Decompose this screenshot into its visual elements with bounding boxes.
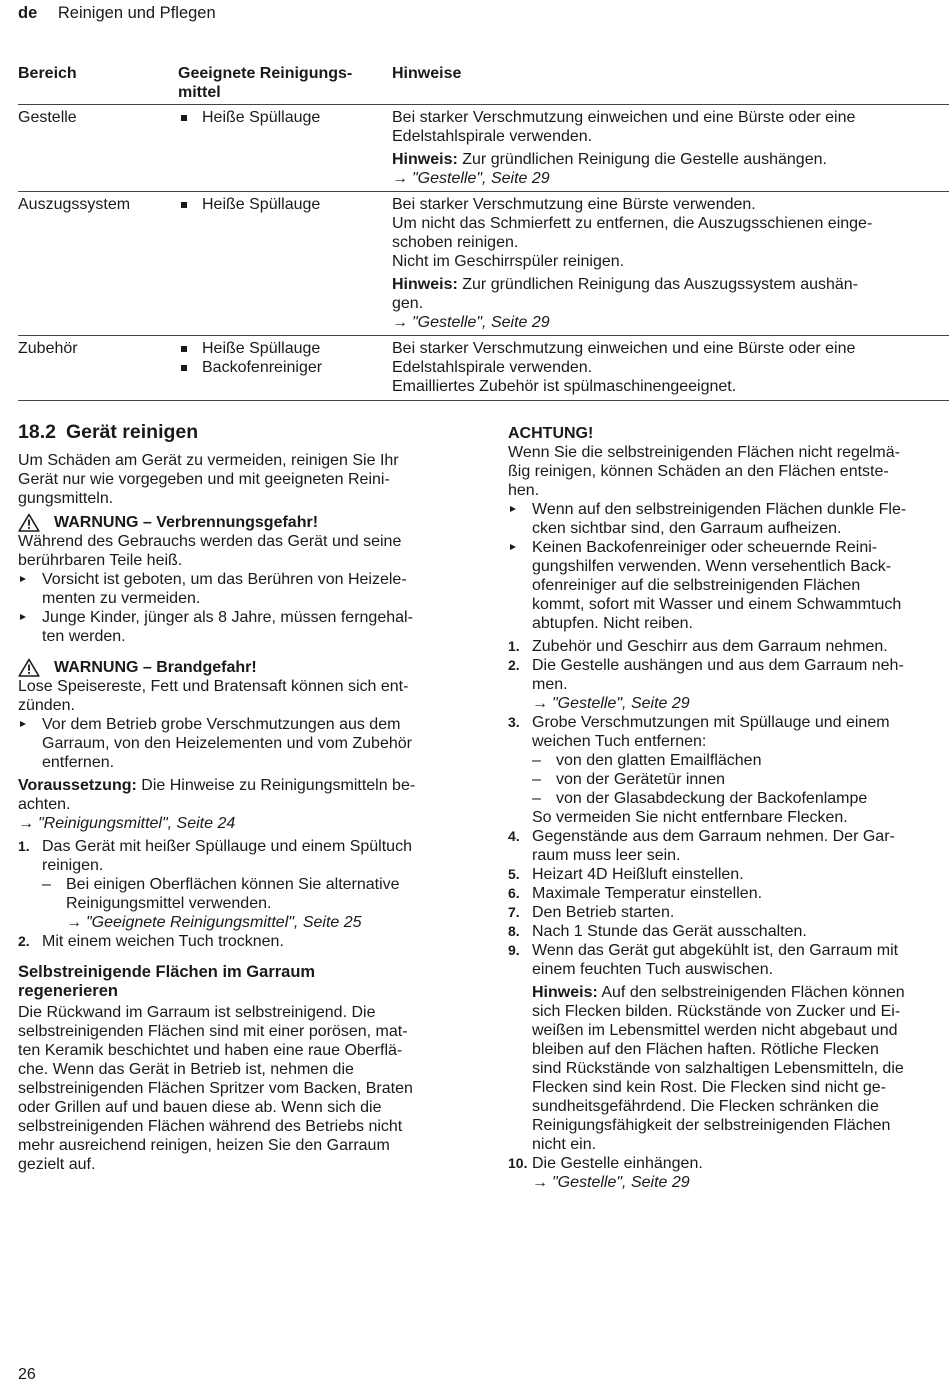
warning-text: Während des Gebrauchs werden das Gerät und seine berührbaren Teile heiß. <box>18 533 402 569</box>
list-item: Backofenreiniger <box>178 358 392 377</box>
warning-triangle-icon <box>18 658 40 677</box>
sub-list <box>42 875 458 932</box>
cross-reference[interactable] <box>392 169 945 188</box>
step-text: Gegenstände aus dem Garraum nehmen. Der Gar- raum muss leer sein. <box>532 828 895 864</box>
note-text: Auf den selbstreinigenden Flächen können sich Flecken bilden. Rückstände von Zucker und Ei- weißen im Lebensmittel werden nicht abgebaut und bleiben auf den Flächen haften. Rötliche Flecken sind Rückstände von salzhaltigen Lebensmitteln, die Flecken sind kein Rost. Die Flecken sind nicht ge- sundheitsgefährdend. Die Flecken schränken die Reinigungsfähigkeit der selbstreinigenden Flächen nicht ein. <box>532 984 905 1153</box>
cleaning-steps <box>18 837 458 951</box>
row-area: Auszugssystem <box>18 196 131 213</box>
agent-list <box>178 195 392 214</box>
step-item <box>508 637 949 656</box>
list-item <box>42 875 458 932</box>
step-text: Maximale Temperatur einstellen. <box>532 885 763 902</box>
agent-list <box>178 339 392 377</box>
row-notes <box>392 195 949 332</box>
step-number: 2. <box>18 933 30 949</box>
warning-triangle-icon <box>18 513 40 532</box>
header-notes: Hinweise <box>392 65 462 82</box>
cross-reference[interactable] <box>532 694 949 713</box>
step-text: Heizart 4D Heißluft einstellen. <box>532 866 744 883</box>
step-number: 9. <box>508 942 520 958</box>
step-text: Die Gestelle einhängen. <box>532 1155 703 1172</box>
note <box>392 275 945 313</box>
row-area: Gestelle <box>18 109 77 126</box>
step-item <box>508 903 949 922</box>
prerequisite-text: Die Hinweise zu Reinigungsmitteln be- achten. <box>18 777 416 813</box>
warning-text: Lose Speisereste, Fett und Bratensaft können sich ent- zünden. <box>18 678 409 714</box>
ref-text: "Gestelle", Seite 29 <box>412 314 550 331</box>
list-item: Junge Kinder, jünger als 8 Jahre, müssen ferngehal- ten werden. <box>18 608 458 646</box>
table-row <box>18 105 949 192</box>
arrow-right-icon: → <box>532 1174 548 1191</box>
regeneration-steps <box>508 637 949 1192</box>
agent-list <box>178 108 392 127</box>
step-text: Zubehör und Geschirr aus dem Garraum nehmen. <box>532 638 888 655</box>
note-label: Hinweis: <box>392 151 458 168</box>
list-item: Heiße Spüllauge <box>178 108 392 127</box>
ref-text: "Geeignete Reinigungsmittel", Seite 25 <box>86 914 362 931</box>
list-item: Heiße Spüllauge <box>178 195 392 214</box>
note <box>532 983 949 1154</box>
warning-bullets <box>18 715 458 772</box>
prerequisite <box>18 776 458 814</box>
table-row <box>18 192 949 336</box>
list-item: – von den glatten Emailflächen <box>532 751 949 770</box>
row-notes <box>392 108 949 188</box>
row-text: Bei starker Verschmutzung eine Bürste verwenden. Um nicht das Schmierfett zu entfernen, die Auszugsschienen einge- schoben reinigen. Nicht im Geschirrspüler reinigen. <box>392 196 873 270</box>
ref-text: "Reinigungsmittel", Seite 24 <box>38 815 236 832</box>
sub-list <box>532 751 949 808</box>
step-text: Nach 1 Stunde das Gerät ausschalten. <box>532 923 807 940</box>
list-item: Vor dem Betrieb grobe Verschmutzungen aus dem Garraum, von den Heizelementen und vom Zubehör entfernen. <box>18 715 458 772</box>
note-text: Zur gründlichen Reinigung das Auszugssystem aushän- gen. <box>392 276 859 312</box>
row-text: Bei starker Verschmutzung einweichen und eine Bürste oder eine Edelstahlspirale verwenden. <box>392 109 856 145</box>
subsection-heading: Selbstreinigende Flächen im Garraum regenerieren <box>18 963 316 1000</box>
cleaning-agents-table <box>18 64 949 401</box>
sub-text: – Bei einigen Oberflächen können Sie alternative Reinigungsmittel verwenden. <box>66 876 400 912</box>
warning-fire-title <box>18 658 458 677</box>
section-title: Gerät reinigen <box>65 421 199 443</box>
step-number: 8. <box>508 923 520 939</box>
warning-title-text: WARNUNG – Verbrennungsgefahr! <box>54 514 319 531</box>
language-code: de <box>18 4 38 22</box>
note <box>392 150 945 169</box>
ref-text: "Gestelle", Seite 29 <box>412 170 550 187</box>
step-text: Wenn das Gerät gut abgekühlt ist, den Garraum mit einem feuchten Tuch auswischen. <box>532 942 899 978</box>
step-followup: So vermeiden Sie nicht entfernbare Flecken. <box>532 809 848 826</box>
warning-burn-title <box>18 513 458 532</box>
step-text: Mit einem weichen Tuch trocknen. <box>42 933 284 950</box>
list-item: Vorsicht ist geboten, um das Berühren von Heizele- menten zu vermeiden. <box>18 570 458 608</box>
step-number: 3. <box>508 714 520 730</box>
left-column <box>18 420 458 1174</box>
subsection-text: Die Rückwand im Garraum ist selbstreinigend. Die selbstreinigenden Flächen sind mit einer porösen, mat- ten Keramik beschichtet und haben eine raue Oberflä- che. Wenn das Gerät in Betrieb ist, nehmen die selbstreinigenden Flächen Spritzer vom Backen, Braten oder Grillen auf und bauen diese ab. Wenn sich die selbstreinigenden Flächen während des Betriebs nicht mehr ausreichend reinigen, heizen Sie den Garraum gezielt auf. <box>18 1004 413 1173</box>
right-column <box>508 424 949 1192</box>
row-area: Zubehör <box>18 340 78 357</box>
header-section-title: Reinigen und Pflegen <box>57 4 216 22</box>
step-text: Die Gestelle aushängen und aus dem Garraum neh- men. <box>532 657 904 693</box>
step-number: 2. <box>508 657 520 673</box>
step-item <box>508 922 949 941</box>
step-item <box>508 865 949 884</box>
step-item <box>508 827 949 865</box>
step-number: 4. <box>508 828 520 844</box>
list-item: – von der Glasabdeckung der Backofenlampe <box>532 789 949 808</box>
caution-title: ACHTUNG! <box>508 425 594 442</box>
list-item: – von der Gerätetür innen <box>532 770 949 789</box>
cross-reference[interactable] <box>18 814 458 833</box>
list-item: Heiße Spüllauge <box>178 339 392 358</box>
header-agent: Geeignete Reinigungs- mittel <box>178 65 353 101</box>
cross-reference[interactable] <box>392 313 945 332</box>
list-item: Keinen Backofenreiniger oder scheuernde Reini- gungshilfen verwenden. Wenn versehentlich Back- ofenreiniger auf die selbstreinigenden Flächen kommt, sofort mit Wasser und einem Schwammtuch abtupfen. Nicht reiben. <box>508 538 949 633</box>
warning-bullets <box>18 570 458 646</box>
section-number: 18.2 <box>18 421 56 443</box>
arrow-right-icon: → <box>532 695 548 712</box>
arrow-right-icon: → <box>66 914 82 931</box>
step-item <box>508 884 949 903</box>
step-number: 7. <box>508 904 520 920</box>
row-notes <box>392 339 949 396</box>
caution-bullets <box>508 500 949 633</box>
arrow-right-icon: → <box>392 170 408 187</box>
row-text: Bei starker Verschmutzung einweichen und eine Bürste oder eine Edelstahlspirale verwenden. Emailliertes Zubehör ist spülmaschinengeeignet. <box>392 340 856 395</box>
note-label: Hinweis: <box>392 276 458 293</box>
warning-title-text: WARNUNG – Brandgefahr! <box>54 659 257 676</box>
arrow-right-icon: → <box>18 815 34 832</box>
note-label: Hinweis: <box>532 984 598 1001</box>
step-number: 1. <box>18 838 30 854</box>
ref-text: "Gestelle", Seite 29 <box>552 695 690 712</box>
intro-text: Um Schäden am Gerät zu vermeiden, reinigen Sie Ihr Gerät nur wie vorgegeben und mit geeigneten Reini- gungsmitteln. <box>18 452 399 507</box>
step-number: 10. <box>508 1155 528 1171</box>
caution-text: Wenn Sie die selbstreinigenden Flächen nicht regelmä- ßig reinigen, können Schäden an den Flächen entste- hen. <box>508 444 900 499</box>
arrow-right-icon: → <box>392 314 408 331</box>
step-item <box>508 656 949 713</box>
ref-text: "Gestelle", Seite 29 <box>552 1174 690 1191</box>
step-item <box>508 1154 949 1192</box>
step-item <box>508 941 949 1154</box>
list-item: Wenn auf den selbstreinigenden Flächen dunkle Fle- cken sichtbar sind, den Garraum aufheizen. <box>508 500 949 538</box>
section-heading <box>18 420 458 444</box>
step-item <box>18 837 458 932</box>
step-number: 5. <box>508 866 520 882</box>
table-header-row <box>18 64 949 105</box>
step-item <box>18 932 458 951</box>
step-text: Grobe Verschmutzungen mit Spüllauge und einem weichen Tuch entfernen: <box>532 714 890 750</box>
step-text: Das Gerät mit heißer Spüllauge und einem Spültuch reinigen. <box>42 838 412 874</box>
page-header <box>18 2 216 24</box>
step-number: 6. <box>508 885 520 901</box>
table-row <box>18 336 949 401</box>
step-text: Den Betrieb starten. <box>532 904 675 921</box>
cross-reference[interactable] <box>66 913 458 932</box>
note-text: Zur gründlichen Reinigung die Gestelle aushängen. <box>457 151 827 168</box>
step-number: 1. <box>508 638 520 654</box>
page-number: 26 <box>18 1366 36 1381</box>
header-area: Bereich <box>18 65 77 82</box>
step-item <box>508 713 949 827</box>
cross-reference[interactable] <box>532 1173 949 1192</box>
prerequisite-label: Voraussetzung: <box>18 777 137 794</box>
